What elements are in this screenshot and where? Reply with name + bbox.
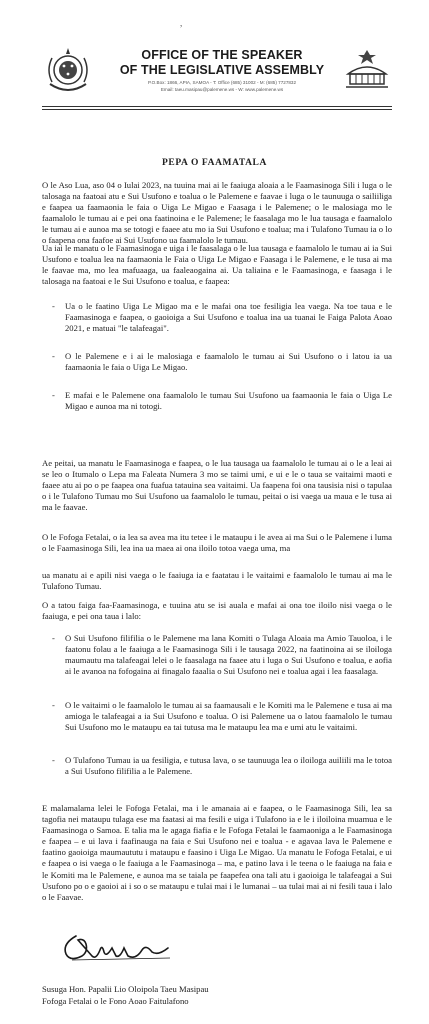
paragraph-6: O a tatou faiga faa-Faamasinoga, e tuuina atu se isi auala e mafai ai ona toe iloilo nisi vaega o le faaiuga, e pei ona taua i lalo: [42,600,392,622]
letterhead [42,42,392,104]
stray-mark: , [180,18,183,28]
bullet-5: O le vaitaimi o le faamalolo le tumau ai sa faamausali e le Komiti ma le Palemene e tusa ai ma amioga le talafeagai a ia Sui Usufono e toalua. O isi Palemene ua o latou faamalolo le tumau Sui Usufono mo le mataupu ea tai tutusa ma le mataupu lea ma e umi atu le vaitaimi. [65,700,392,733]
bullet-4: O Sui Usufono filifilia o le Palemene ma lana Komiti o Tulaga Aloaia ma Amio Tauoloa, i le faatonu folau a le faaiuga a le Faamasinoga Sili i le tausaga 2022, na faatinoina ai se iloiloga maumautu ma talafeagai lelei o le faasalaga na faaee atu i luga o Sui Usufono e toalua, e aofia ai le avanoa na fofogaina ai finagalo faaalia o Sui Usufono nei e toalua agai i lea faasalaga. [65,633,392,677]
org-name-line2: OF THE LEGISLATIVE ASSEMBLY [119,63,325,77]
bullet-1: Ua o le faatino Uiga Le Migao ma e le mafai ona toe fesiligia lea vaega. Na toe taua e le Faamasinoga e faapea, o gaoioiga a Sui Usufono e toalua ina ua tuanai le Faiga Palota Aoao 2021, e matuai "le talafeagai". [65,301,392,334]
bullet-dash: - [52,390,55,400]
header-rule-top [42,106,392,107]
address-line: P.O.Box: 1866, APIA, SAMOA - T: Office (685) 31002 - M: (685) 7727832 [147,80,297,85]
paragraph-7: E malamalama lelei le Fofoga Fetalai, ma i le amanaia ai e faapea, o le Faamasinoga Sili, lea sa tagofia nei mataupu tulaga ese ma faatasi ai ma fesili e uiga i Tulafono ia e le i iloiloina muamua e le Faamasinoga o Samoa. E talia ma le agaga fiafia e le Fofoga Fetalai le faamaoniga a le Faamasinoga e faapea – e ui lava i faafinauga na faia e Sui Usufono nei e toalua - e agavaa lava le Palemene e faatino gaoioiga maumaututu i mataupu e faasino i Uiga Le Migao. Ua manatu le Fofoga Fetalai, e ui e faapea o isi vaega o le faaiuga a le Faamasinoga – ma, e patino lava i le teena o le faaiuga na faia e le Komiti ma le Palemene, e aunoa ma se taiala pe faapefea ona tali atu i gaoioiga le talafeagai a Sui Usufono po o e gaoioi ai i so o se mataupu e tulai mai i le lumanai – ua tulai mai ai ni fesili taua i lalo o le Faavae. [42,803,392,902]
parliament-house-icon [342,44,392,94]
signatory-name: Susuga Hon. Papalii Lio Oloipola Taeu Masipau [42,984,209,994]
paragraph-4: O le Fofoga Fetalai, o ia lea sa avea ma itu tetee i le mataupu i le avea ai ma Sui o le Palemene i luma o le Faamasinoga Sili, lea ina ua maea ai ona iloilo totoa vaega uma, ma [42,532,392,554]
header-rule-bottom [42,109,392,110]
signature-scribble [58,930,178,964]
bullet-dash: - [52,351,55,361]
paragraph-5: ua manatu ai e apili nisi vaega o le faaiuga ia e faatatau i le vaitaimi e faamalolo le tumau ai ma le Tulafono Tumau. [42,570,392,592]
document-title: PEPA O FAAMATALA [162,158,267,168]
paragraph-1: O le Aso Lua, aso 04 o Iulai 2023, na tuuina mai ai le faaiuga aloaia a le Faamasinoga Sili i luga o le talosaga na faatoai atu e Sui Usufono e toalua o le Palemene e faavae i luga o le taunuuga o sailiiliga e faapea ua faamaonia le faia o Uiga Le Migao e Faasaga i le Palemene; o le malosiaga mo le faamalolo le tumau ai e pei ona faatinoina e le Palemene; le faasalaga mo le lua tausaga e faamalolo le tumau ai e aunoa ma se totogi e faaee atu mo ia Sui Usufono e toalua; ma i Tulafono Tumau ia o lo o faapena ona faafoe ai Sui Usufono ua faamalolo le tumau. [42,180,392,246]
paragraph-2: Ua iai le manatu o le Faamasinoga e uiga i le faasalaga o le lua tausaga e faamalolo le tumau ai ia Sui Usufono e toalua lea na faamaonia le Faia o Uiga Le Migao e Faasaga i le Palemene, e le tusa ai ma le faavae ma, mo lea mafuaaga, ua faaleaogaina ai. Ua taliaina e le Faamasinoga, e faasaga i le talosaga na faatoai e le Sui Usufono e toalua, e faapea: [42,243,392,287]
contact-line: Email: taeu.masipau@palemene.ws - W: www.palemene.ws [160,87,284,92]
bullet-6: O Tulafono Tumau ia ua fesiligia, e tutusa lava, o se taunuuga lea o iloiloga auiliili ma le totoa a Sui Usufono filifilia a le Palemene. [65,755,392,777]
bullet-3: E mafai e le Palemene ona faamalolo le tumau Sui Usufono ua faamaonia le faia o Uiga Le Migao e aunoa ma ni totogi. [65,390,392,412]
bullet-dash: - [52,301,55,311]
signatory-title: Fofoga Fetalai o le Fono Aoao Faitulafono [42,996,189,1006]
bullet-dash: - [52,755,55,765]
org-name-line1: OFFICE OF THE SPEAKER [141,48,303,62]
bullet-dash: - [52,700,55,710]
paragraph-3: Ae peitai, ua manatu le Faamasinoga e faapea, o le lua tausaga ua faamalolo le tumau ai o le a leai ai se leo o Itumalo o Lepa ma Faleata Numera 3 mo se taimi umi, e ui e le o taua se vaitaimi maoti e faaee atu ai po o pe faapea ona fuafua tatauina sea vaitaimi. Ua faapena foi ona tausisia nisi o tapulaa o i le Tulafono Tumau mo Sui Usufono ua faamalolo le tumau, peitai o isi vaega ua maua e le tusa ai ma le faavae. [42,458,392,513]
bullet-2: O le Palemene e i ai le malosiaga e faamalolo le tumau ai Sui Usufono o i latou ia ua faamaonia le faia o Uiga Le Migao. [65,351,392,373]
samoa-coat-of-arms-icon [42,44,94,96]
bullet-dash: - [52,633,55,643]
